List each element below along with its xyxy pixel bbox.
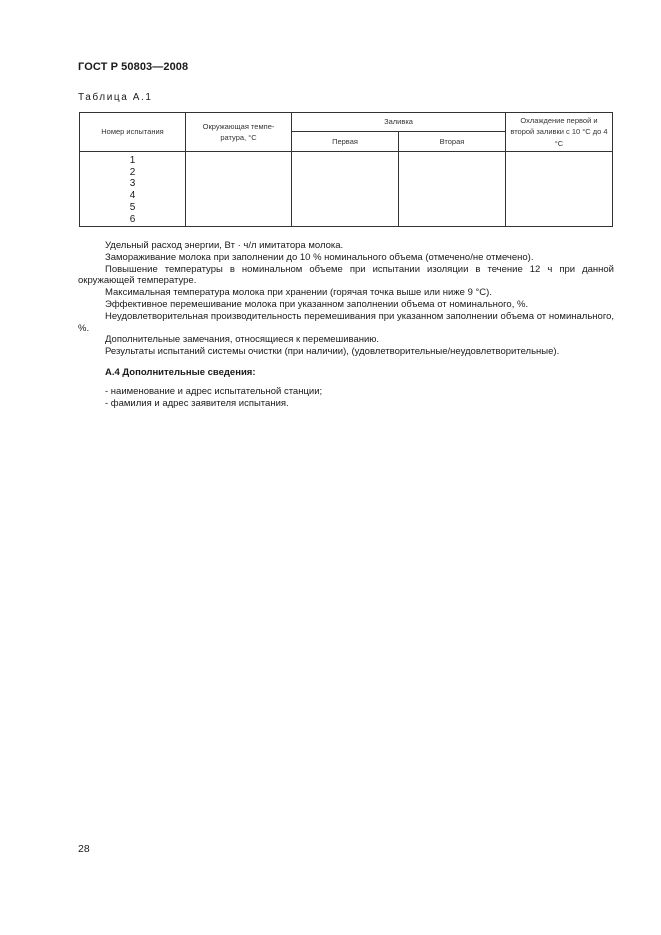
test-number: 1 xyxy=(129,155,136,166)
bullet-list xyxy=(105,386,322,410)
header-ambient-temperature: Окружающая темпе-ратура, °С xyxy=(186,113,292,152)
section-heading: А.4 Дополнительные сведения: xyxy=(105,367,256,378)
test-number-cell xyxy=(80,152,186,227)
cooling-cell xyxy=(506,152,613,227)
first-filling-cell xyxy=(292,152,399,227)
header-first-filling: Первая xyxy=(292,132,399,152)
test-number: 6 xyxy=(129,213,136,225)
test-number: 5 xyxy=(129,201,136,213)
paragraph: Неудовлетворительная производительность перемешивания при указанном заполнении объема от номинального, %. xyxy=(78,310,614,334)
results-description xyxy=(78,240,614,358)
test-number: 2 xyxy=(129,166,136,178)
results-table xyxy=(79,112,613,227)
paragraph: Замораживание молока при заполнении до 10 % номинального объема (отмечено/не отмечено). xyxy=(105,251,534,263)
header-cooling: Охлаждение первой и второй заливки с 10 °С до 4 °С xyxy=(506,113,613,152)
list-item: - фамилия и адрес заявителя испытания. xyxy=(105,397,289,409)
paragraph: Результаты испытаний системы очистки (при наличии), (удовлетворительные/неудовлетворительные). xyxy=(105,346,560,358)
list-item: - наименование и адрес испытательной станции; xyxy=(105,386,323,397)
paragraph: Повышение температуры в номинальном объеме при испытании изоляции в течение 12 ч при данной окружающей температуре. xyxy=(78,263,614,287)
second-filling-cell xyxy=(399,152,506,227)
header-test-number: Номер испытания xyxy=(80,113,186,152)
ambient-temperature-cell xyxy=(186,152,292,227)
page-number: 28 xyxy=(78,843,90,855)
header-filling: Заливка xyxy=(292,113,506,132)
test-number: 3 xyxy=(129,178,136,190)
paragraph: Удельный расход энергии, Вт · ч/л имитатора молока. xyxy=(105,240,344,251)
paragraph: Дополнительные замечания, относящиеся к перемешиванию. xyxy=(105,334,380,346)
test-number: 4 xyxy=(129,190,136,202)
header-second-filling: Вторая xyxy=(399,132,506,152)
table-caption: Таблица А.1 xyxy=(78,92,153,103)
paragraph: Эффективное перемешивание молока при указанном заполнении объема от номинального, %. xyxy=(105,298,529,310)
paragraph: Максимальная температура молока при хранении (горячая точка выше или ниже 9 °С). xyxy=(105,287,492,299)
document-header: ГОСТ Р 50803—2008 xyxy=(78,61,189,73)
